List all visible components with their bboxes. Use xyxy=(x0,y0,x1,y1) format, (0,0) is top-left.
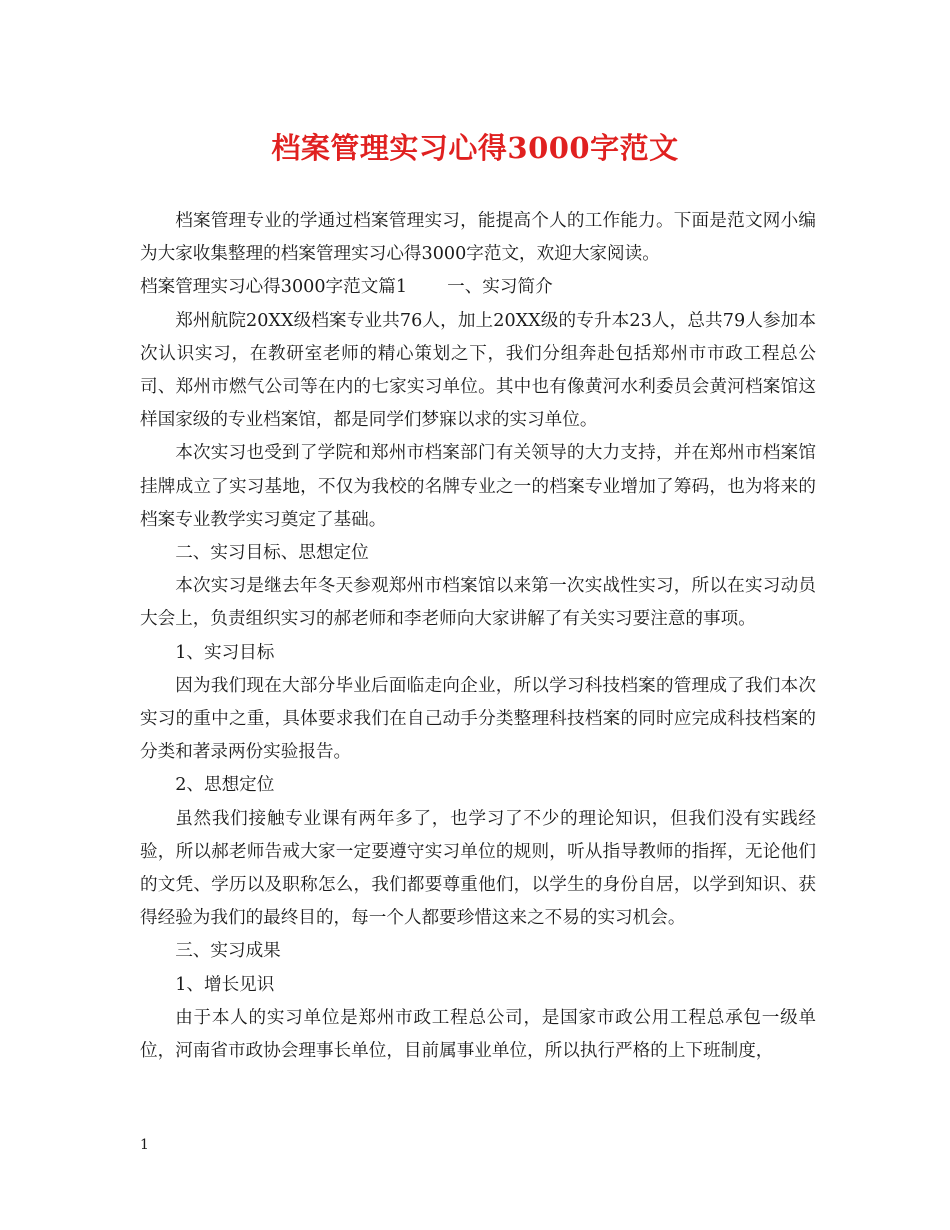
section-heading: 二、实习目标、思想定位 xyxy=(175,543,369,564)
body-paragraph: 郑州航院20XX级档案专业共76人，加上20XX级的专升本23人，总共79人参加本次认识实习，在教研室老师的精心策划之下，我们分组奔赴包括郑州市市政工程总公司、郑州市燃气公司等在内的七家实习单位。其中也有像黄河水利委员会黄河档案馆这样国家级的专业档案馆，都是同学们梦寐以求的实习单位。 xyxy=(140,310,816,431)
section-heading: 一、实习简介 xyxy=(447,277,553,298)
document-body xyxy=(140,205,816,1068)
body-paragraph: 由于本人的实习单位是郑州市政工程总公司，是国家市政公用工程总承包一级单位，河南省市政协会理事长单位，目前属事业单位，所以执行严格的上下班制度， xyxy=(140,1007,816,1062)
section-heading: 三、实习成果 xyxy=(175,941,281,962)
body-paragraph: 因为我们现在大部分毕业后面临走向企业，所以学习科技档案的管理成了我们本次实习的重中之重，具体要求我们在自己动手分类整理科技档案的同时应完成科技档案的分类和著录两份实验报告。 xyxy=(140,675,816,763)
section-heading-line xyxy=(140,271,816,304)
page-title: 档案管理实习心得3000字范文 xyxy=(271,131,679,165)
subsection-heading: 1、增长见识 xyxy=(175,974,275,995)
body-paragraph: 虽然我们接触专业课有两年多了，也学习了不少的理论知识，但我们没有实践经验，所以郝老师告戒大家一定要遵守实习单位的规则，听从指导教师的指挥，无论他们的文凭、学历以及职称怎么，我们都要尊重他们，以学生的身份自居，以学到知识、获得经验为我们的最终目的，每一个人都要珍惜这来之不易的实习机会。 xyxy=(140,808,816,929)
subsection-heading: 2、思想定位 xyxy=(175,775,275,796)
body-paragraph: 本次实习是继去年冬天参观郑州市档案馆以来第一次实战性实习，所以在实习动员大会上，负责组织实习的郝老师和李老师向大家讲解了有关实习要注意的事项。 xyxy=(140,576,816,630)
page-number: 1 xyxy=(140,1137,149,1153)
subsection-heading: 1、实习目标 xyxy=(175,642,275,663)
article-subtitle: 档案管理实习心得3000字范文篇1 xyxy=(140,277,408,298)
intro-paragraph: 档案管理专业的学通过档案管理实习，能提高个人的工作能力。下面是范文网小编为大家收集整理的档案管理实习心得3000字范文，欢迎大家阅读。 xyxy=(140,211,816,265)
body-paragraph: 本次实习也受到了学院和郑州市档案部门有关领导的大力支持，并在郑州市档案馆挂牌成立了实习基地，不仅为我校的名牌专业之一的档案专业增加了筹码，也为将来的档案专业教学实习奠定了基础。 xyxy=(140,443,816,530)
